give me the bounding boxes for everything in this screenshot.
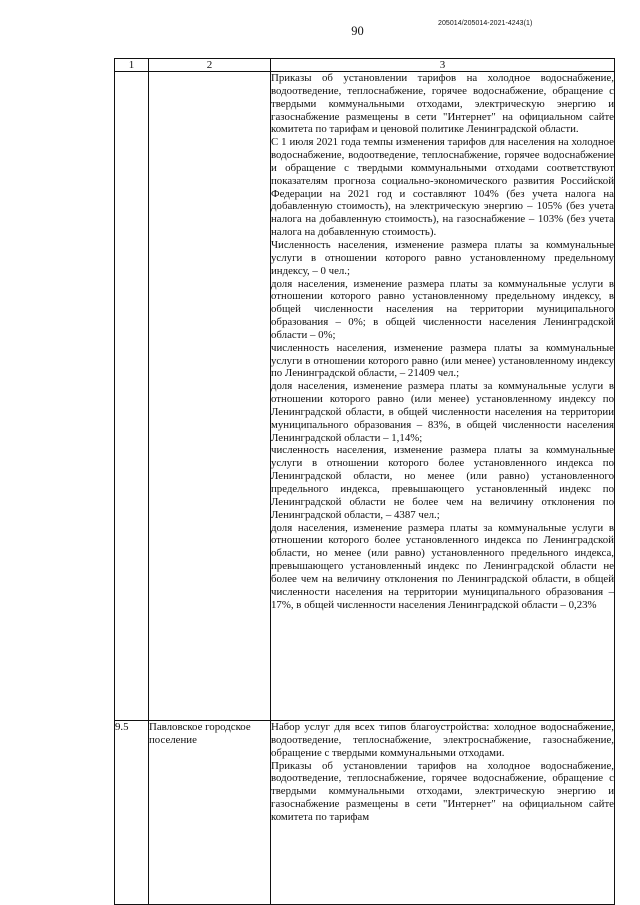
- paragraph: доля населения, изменение размера платы за коммунальные услуги в отношении которого равно установленному предельному индексу, в общей численности населения на территории муниципального образования – 0%; в общей численности населения Ленинградской области – 0%;: [271, 277, 614, 341]
- page-number: 90: [351, 24, 364, 38]
- paragraph: доля населения, изменение размера платы за коммунальные услуги в отношении которого более установленного индекса по Ленинградской области, но менее (или равно) установленного предельного индекса, превышающего установленный индекс по Ленинградской области не более чем на величину отклонения по Ленинградской области, в общей численности населения на территории муниципального образования – 17%, в общей численности населения Ленинградской области – 0,23%: [271, 521, 614, 611]
- column-header-2: 2: [149, 59, 271, 72]
- paragraph: численность населения, изменение размера платы за коммунальные услуги в отношении которого равно (или менее) установленному индексу по Ленинградской области, – 21409 чел.;: [271, 341, 614, 380]
- table-header-row: [115, 59, 615, 72]
- settlement-name: [149, 72, 271, 721]
- paragraph: Приказы об установлении тарифов на холодное водоснабжение, водоотведение, теплоснабжение, горячее водоснабжение, обращение с твердыми коммунальными отходами, электрическую энергию и газоснабжение размещены в сети "Интернет" на официальном сайте комитета по тарифам: [271, 759, 614, 823]
- document-table: [114, 58, 615, 905]
- paragraph: численность населения, изменение размера платы за коммунальные услуги в отношении которого более установленного индекса по Ленинградской области, но менее (или равно) установленного предельного индекса, превышающего установленный индекс по Ленинградской области не более чем на величину отклонения по Ленинградской области, – 4387 чел.;: [271, 444, 614, 521]
- table-row: [115, 72, 615, 721]
- settlement-name: Павловское городское поселение: [149, 721, 271, 905]
- document-id: 205014/205014-2021-4243(1): [438, 20, 533, 27]
- column-header-1: 1: [115, 59, 149, 72]
- paragraph: С 1 июля 2021 года темпы изменения тарифов для населения на холодное водоснабжение, водоотведение, теплоснабжение, горячее водоснабжение и обращение с твердыми коммунальными отходами соответствуют показателям прогноза социально-экономического развития Российской Федерации на 2021 год и составляют 104% (без учета налога на добавленную стоимость), на электрическую энергию – 105% (без учета налога на добавленную стоимость), на газоснабжение – 103% (без учета налога на добавленную стоимость).: [271, 136, 614, 239]
- table-row: [115, 721, 615, 905]
- row-description: [271, 721, 615, 905]
- paragraph: доля населения, изменение размера платы за коммунальные услуги в отношении которого равно (или менее) установленному индексу по Ленинградской области, в общей численности населения на территории муниципального образования – 83%, в общей численности населения Ленинградской области – 1,14%;: [271, 380, 614, 444]
- paragraph: Приказы об установлении тарифов на холодное водоснабжение, водоотведение, теплоснабжение, горячее водоснабжение, обращение с твердыми коммунальными отходами, электрическую энергию и газоснабжение размещены в сети "Интернет" на официальном сайте комитета по тарифам и ценовой политике Ленинградской области.: [271, 72, 614, 136]
- column-header-3: 3: [271, 59, 615, 72]
- row-number: [115, 72, 149, 721]
- paragraph: Численность населения, изменение размера платы за коммунальные услуги в отношении которого равно установленному предельному индексу, – 0 чел.;: [271, 238, 614, 277]
- paragraph: Набор услуг для всех типов благоустройства: холодное водоснабжение, водоотведение, теплоснабжение, электроснабжение, газоснабжение, обращение с твердыми коммунальными отходами.: [271, 721, 614, 759]
- row-description: [271, 72, 615, 721]
- row-number: 9.5: [115, 721, 149, 905]
